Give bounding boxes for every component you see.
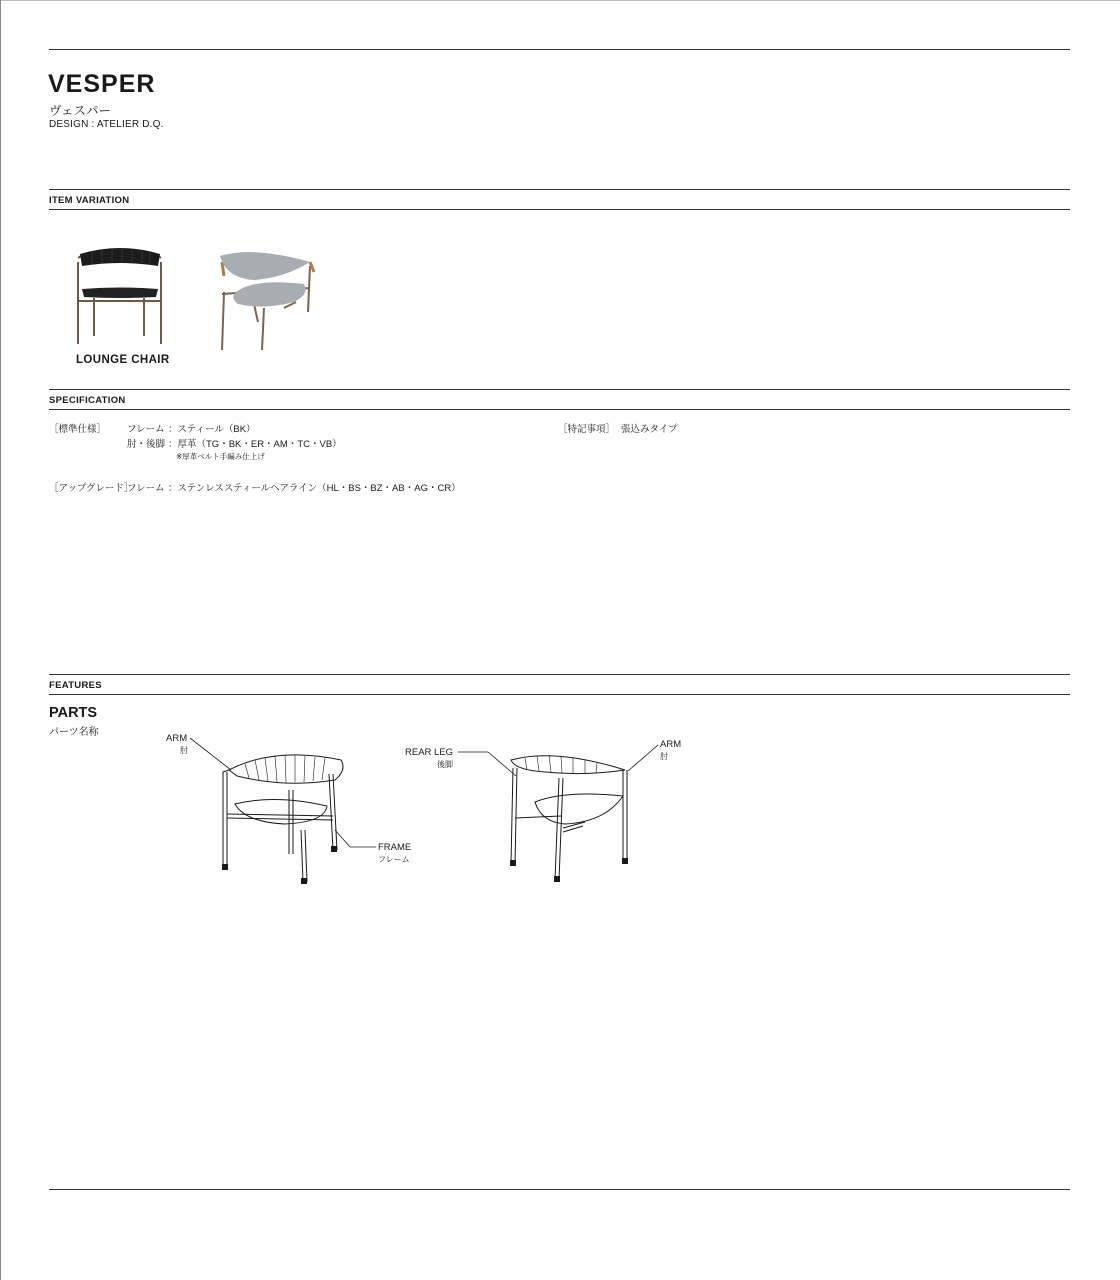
- callout-rear-leg-en: REAR LEG: [405, 747, 454, 758]
- callout-frame-jp: フレーム: [378, 855, 410, 864]
- spec-special-value: 張込みタイプ: [621, 424, 678, 435]
- leader-arm-right: [628, 745, 658, 771]
- callout-arm-right-jp: 肘: [660, 752, 668, 761]
- callout-arm-right-en: ARM: [660, 739, 682, 750]
- spec-standard-label: ［標準仕様］: [49, 424, 107, 435]
- features-heading: FEATURES: [49, 680, 102, 691]
- leader-frame: [335, 830, 350, 847]
- callout-arm-left-jp: 肘: [180, 746, 188, 755]
- spec-arm-leg-value: ：厚革（TG・BK・ER・AM・TC・VB）: [168, 439, 342, 450]
- product-subtitle: ヴェスパー: [49, 104, 112, 118]
- leader-arm-left: [190, 738, 231, 770]
- spec-frame-value: ：スティール（BK）: [168, 424, 256, 435]
- footer-rule: [49, 1189, 1070, 1190]
- callout-rear-leg-jp: 後脚: [437, 760, 453, 769]
- callout-frame-en: FRAME: [378, 842, 412, 853]
- spec-upgrade-part: フレーム: [127, 483, 165, 494]
- product-title: VESPER: [48, 70, 156, 98]
- designer-credit: DESIGN : ATELIER D.Q.: [49, 119, 164, 130]
- parts-subtitle: パーツ名称: [49, 727, 99, 738]
- spec-upgrade-value: ：ステンレススティールヘアライン（HL・BS・BZ・AB・AG・CR）: [168, 483, 461, 494]
- spec-note: ※厚革ベルト手編み仕上げ: [176, 452, 265, 461]
- specification-heading: SPECIFICATION: [49, 395, 126, 406]
- leader-rear-leg: [488, 752, 516, 776]
- item-variation-heading: ITEM VARIATION: [49, 195, 130, 206]
- spec-upgrade-label: ［アップグレード］: [49, 483, 134, 494]
- spec-frame-part: フレーム: [127, 424, 165, 435]
- spec-arm-leg-part: 肘・後脚: [127, 439, 166, 450]
- callout-arm-left-en: ARM: [166, 733, 188, 744]
- spec-special-label: ［特記事項］: [558, 424, 616, 435]
- lounge-chair-label: LOUNGE CHAIR: [76, 354, 170, 366]
- parts-title: PARTS: [49, 705, 98, 721]
